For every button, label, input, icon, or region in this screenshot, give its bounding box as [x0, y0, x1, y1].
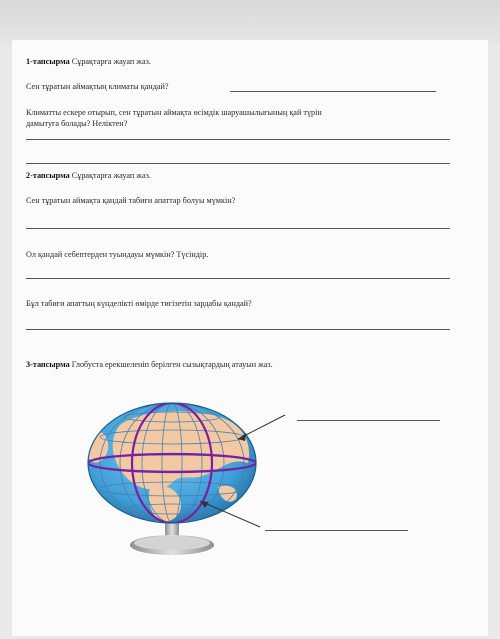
task1-answer2-line-2[interactable] — [26, 163, 450, 164]
task2-title — [26, 170, 151, 181]
task2-answer1-line[interactable] — [26, 228, 450, 229]
task3-heading: 3-тапсырма — [26, 360, 70, 369]
task2-question2: Ол қандай себептерден туындауы мүмкін? Түсіндір. — [26, 250, 209, 259]
task2-instruction: Сұрақтарға жауап жаз. — [71, 171, 151, 180]
task1-answer2-line-1[interactable] — [26, 139, 450, 140]
globe-illustration — [80, 395, 460, 575]
task1-instruction: Сұрақтарға жауап жаз. — [71, 57, 151, 66]
task1-answer1-line[interactable] — [230, 91, 436, 92]
task1-question2-line2: дамытуға болады? Неліктен? — [26, 119, 128, 128]
task2-answer2-line[interactable] — [26, 278, 450, 279]
task2-answer3-line[interactable] — [26, 329, 450, 330]
task2-question3: Бұл табиғи апаттың күнделікті өмірде тигізетін зардабы қандай? — [26, 299, 252, 308]
task1-question1: Сен тұратын аймақтың климаты қандай? — [26, 82, 169, 91]
task2-heading: 2-тапсырма — [26, 171, 70, 180]
task3-instruction: Глобуста ерекшеленіп берілген сызықтардың атауын жаз. — [71, 360, 273, 369]
task1-heading: 1-тапсырма — [26, 57, 70, 66]
task1-question2-line1: Климатты ескере отырып, сен тұратын аймақта өсімдік шаруашылығының қай түрін — [26, 108, 322, 117]
task1-title — [26, 56, 151, 67]
task2-question1: Сен тұратын аймақта қандай табиғи апаттар болуы мүмкін? — [26, 196, 236, 205]
task3-title — [26, 359, 273, 370]
